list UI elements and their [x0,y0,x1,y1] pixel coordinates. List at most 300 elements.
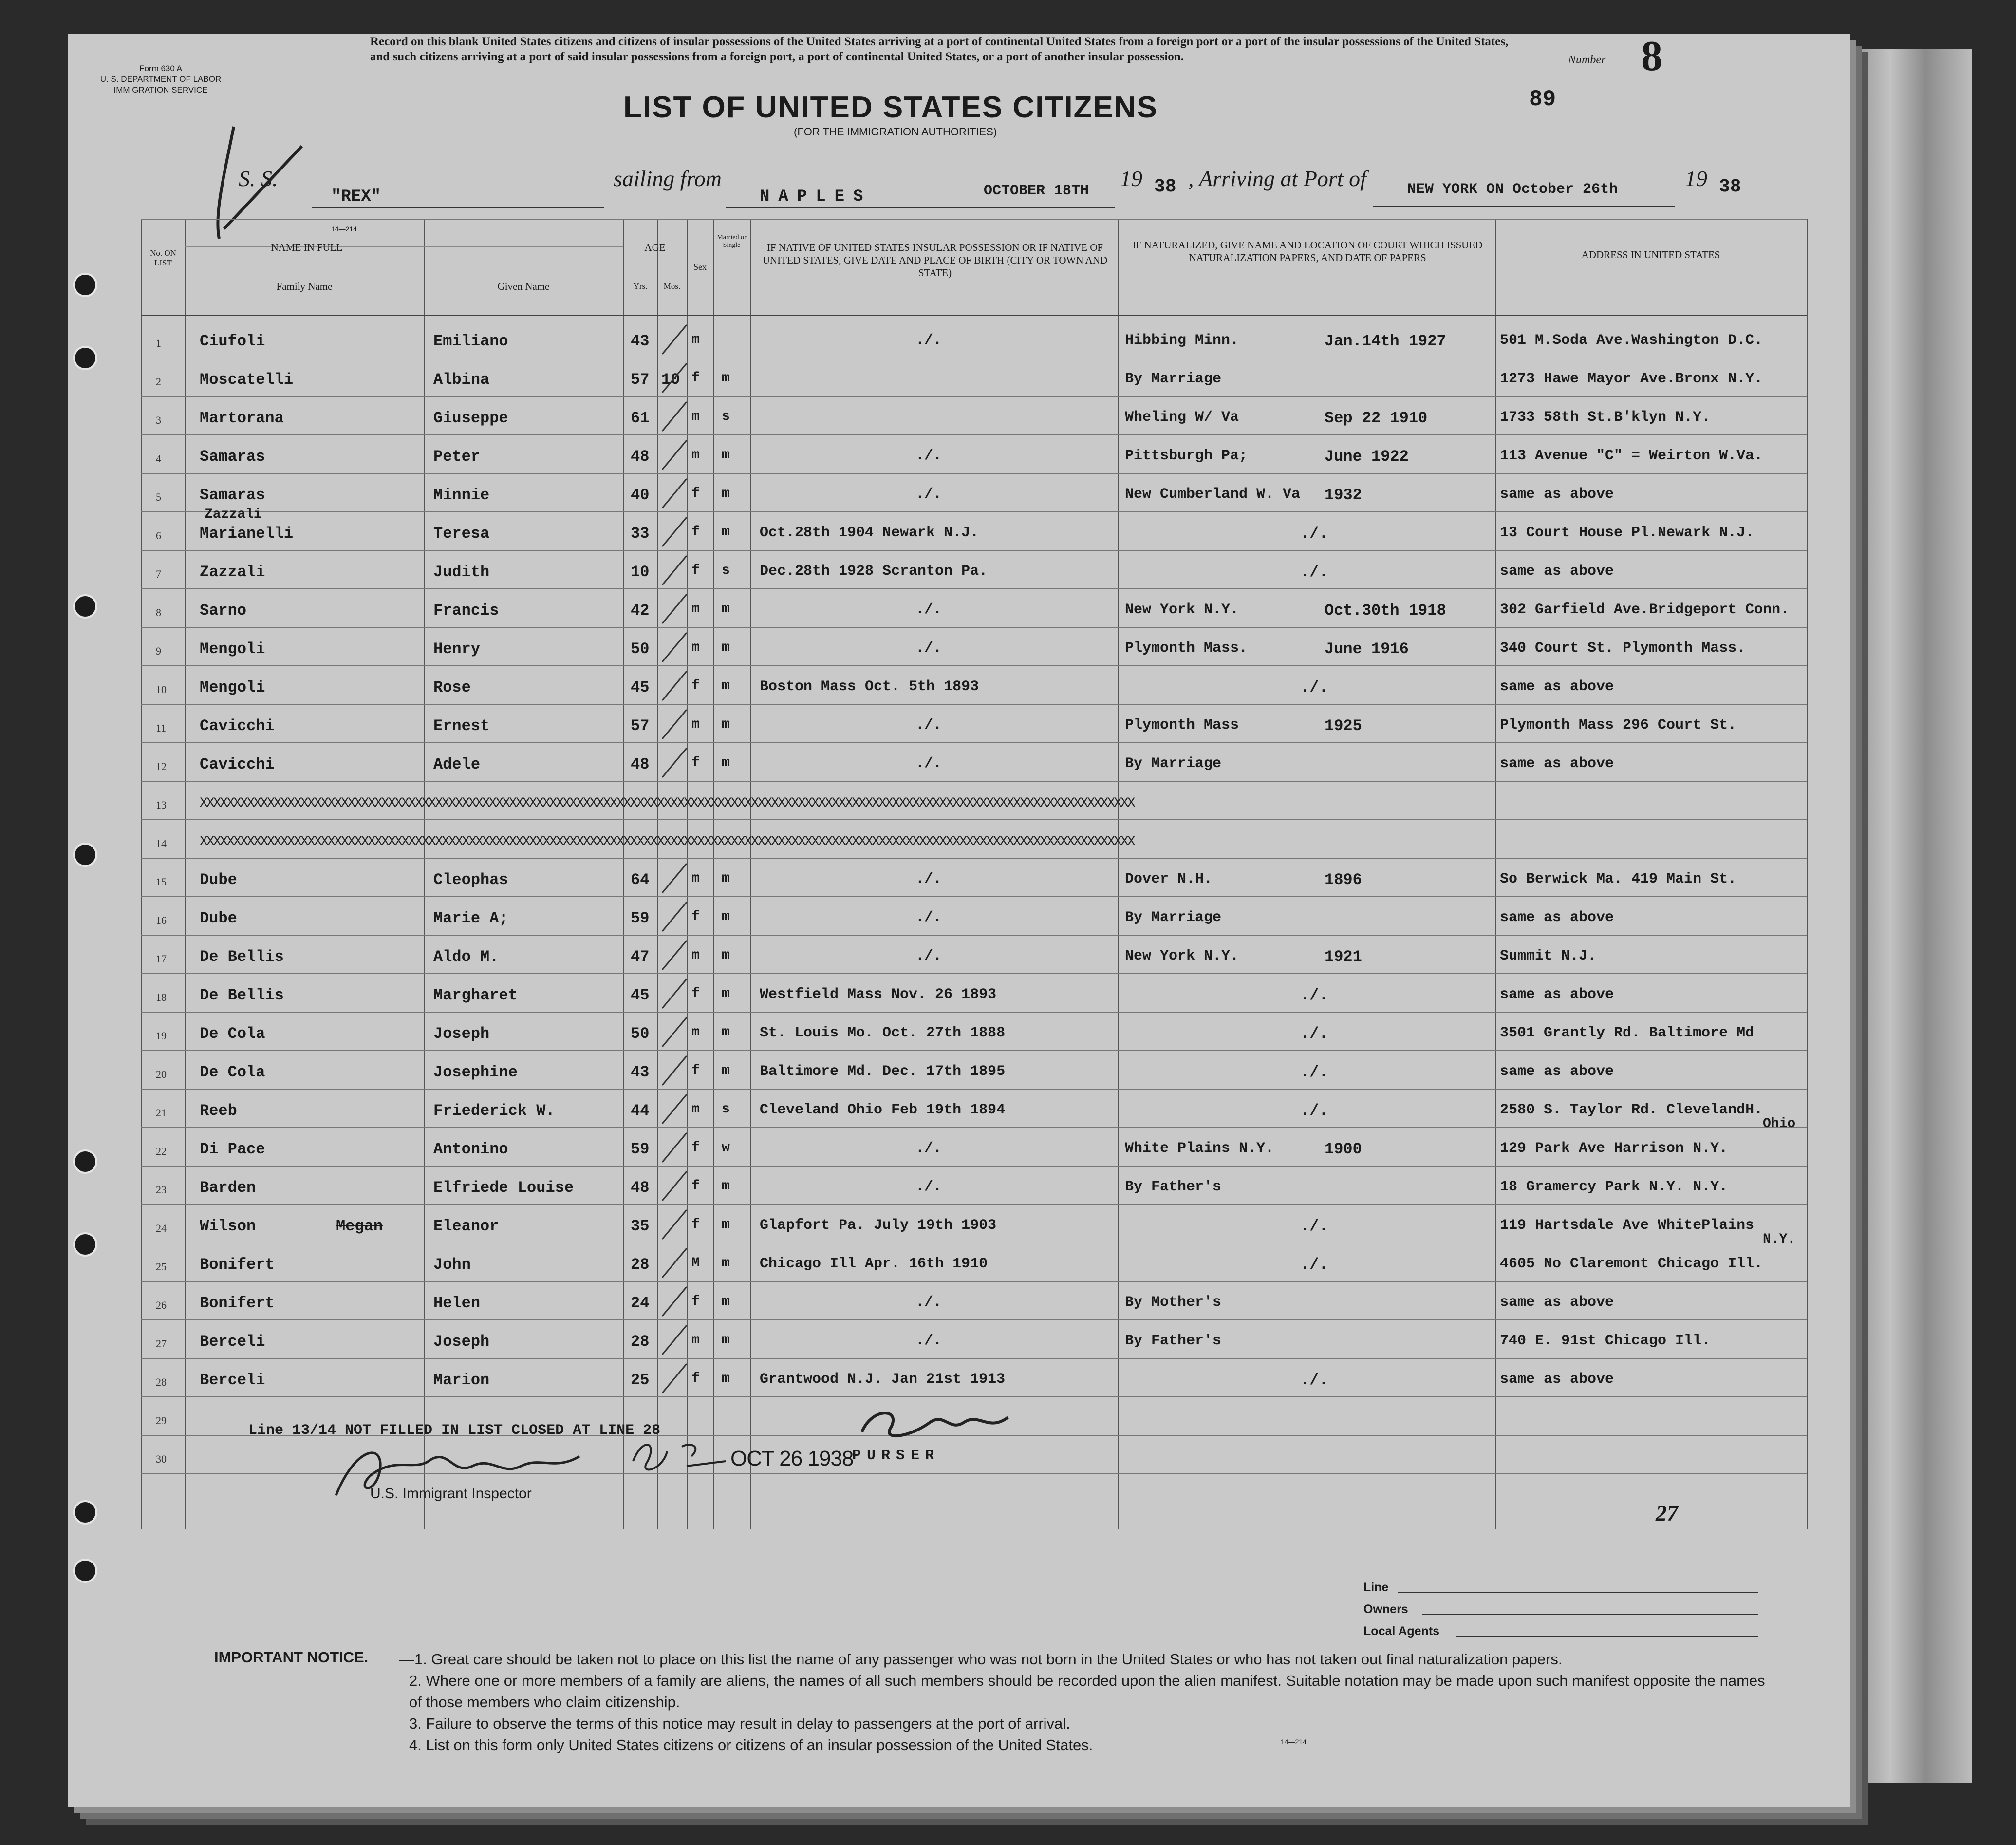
cell-native: ./. [915,755,942,772]
tick-mark [657,746,691,780]
cell-family: Sarno [200,602,247,620]
cell-nat-place: Dover N.H. [1125,871,1213,887]
cell-sex: m [691,448,700,463]
cell-yrs: 43 [631,1063,650,1081]
cell-family: Berceli [200,1333,265,1351]
cell-yrs: 42 [631,602,650,620]
crossed-out-line: XXXXXXXXXXXXXXXXXXXXXXXXXXXXXXXXXXXXXXXXXXXXXXXXXXXXXXXXXXXXXXXXXXXXXXXXXXXXXXXXXXXXXXXXXXXXXXXXXXXXXXXXXXXXXXXXXXXXXXXXXXXXXXXXXXXXXXXXXXX [200,834,1134,849]
row-rule [141,896,1807,897]
cell-family: De Bellis [200,986,284,1004]
row-number: 1 [156,337,161,349]
cell-ms: m [722,371,730,386]
cell-sex: m [691,1025,700,1040]
cell-given: Margharet [433,986,518,1004]
row-rule [141,511,1807,512]
row-number: 14 [156,837,167,849]
cell-native: ./. [915,602,942,618]
cell-nat-place: Wheling W/ Va [1125,409,1239,426]
footer-line-underline [1398,1592,1758,1593]
handwritten-time [628,1432,740,1476]
cell-address: 501 M.Soda Ave.Washington D.C. [1500,332,1763,349]
cell-mos: 10 [661,371,680,389]
date-stamp: OCT 26 1938 [730,1447,854,1470]
cell-given: Friederick W. [433,1102,555,1120]
cell-native: ./. [915,1333,942,1349]
row-number: 22 [156,1145,167,1157]
cell-sex: m [691,332,700,347]
header-family-name: Family Name [276,281,333,292]
cell-nat-mark: ./. [1300,1256,1328,1274]
cell-nat-date: 1921 [1325,948,1362,966]
print-code-bottom: 14—214 [1281,1738,1307,1746]
cell-ms: m [722,871,730,886]
cell-address: same as above [1500,1371,1614,1388]
cell-yrs: 57 [631,371,650,389]
row-number: 28 [156,1376,167,1388]
row-rule [141,396,1807,397]
cell-nat-place: By Father's [1125,1333,1222,1349]
cell-address-cont: Ohio [1763,1116,1796,1131]
tick-mark [657,707,691,741]
cell-yrs: 64 [631,871,650,889]
cell-nat-place: New York N.Y. [1125,602,1239,618]
row-number: 11 [156,722,167,734]
print-code-top: 14—214 [331,225,357,233]
cell-sex: m [691,602,700,617]
cell-family: Reeb [200,1102,237,1120]
row-number: 7 [156,568,161,580]
cell-nat-mark: ./. [1300,678,1328,697]
cell-address: same as above [1500,486,1614,503]
row-rule [141,1127,1807,1128]
cell-native: Chicago Ill Apr. 16th 1910 [760,1256,988,1272]
cell-nat-date: 1900 [1325,1140,1362,1158]
footer-agents-underline [1456,1636,1758,1637]
tick-mark [657,1284,691,1318]
cell-ms: m [722,1371,730,1386]
cell-address: same as above [1500,755,1614,772]
cell-given: Marie A; [433,909,508,927]
punch-hole [73,594,97,619]
row-number: 29 [156,1414,167,1427]
cell-address: 1273 Hawe Mayor Ave.Bronx N.Y. [1500,371,1763,387]
depart-year-prefix: 19 [1120,166,1142,191]
tick-mark [657,1054,691,1088]
tick-mark [657,938,691,972]
cell-nat-mark: ./. [1300,525,1328,543]
notice-item: —1. Great care should be taken not to place on this list the name of any passenger who was not born in the United States or who has not taken out final naturalization papers. [399,1651,1563,1668]
page-title: LIST OF UNITED STATES CITIZENS [623,91,1158,124]
cell-family: Samaras [200,486,265,504]
cell-nat-date: Oct.30th 1918 [1325,602,1446,620]
cell-address-cont: N.Y. [1763,1232,1796,1247]
punch-hole [73,1149,97,1174]
cell-sex: m [691,1102,700,1117]
cell-given: Emiliano [433,332,508,350]
cell-ms: m [722,1333,730,1348]
cell-family: Cavicchi [200,755,275,773]
cell-address: 302 Garfield Ave.Bridgeport Conn. [1500,602,1790,618]
cell-nat-mark: ./. [1300,1063,1328,1081]
cell-family: Marianelli [200,525,294,543]
cell-nat-date: Sep 22 1910 [1325,409,1428,427]
cell-given: Henry [433,640,481,658]
row-number: 20 [156,1068,167,1080]
cell-ms: m [722,986,730,1001]
cell-family: Berceli [200,1371,265,1389]
cell-family: De Bellis [200,948,284,966]
row-rule [141,627,1807,628]
page-number: 89 [1529,87,1556,112]
row-number: 10 [156,683,167,696]
row-number: 3 [156,414,161,426]
cell-address: 119 Hartsdale Ave WhitePlains [1500,1217,1755,1234]
cell-given: Albina [433,371,490,389]
cell-native: ./. [915,640,942,657]
depart-date: OCTOBER 18TH [984,183,1089,199]
row-number: 4 [156,452,161,465]
notice-item: 3. Failure to observe the terms of this notice may result in delay to passengers at the port of arrival. [409,1715,1070,1732]
punch-hole [73,1559,97,1583]
cell-nat-place: Plymonth Mass. [1125,640,1248,657]
cell-yrs: 50 [631,640,650,658]
tick-mark [657,630,691,664]
cell-given: Elfriede Louise [433,1179,574,1197]
row-number: 2 [156,376,161,388]
cell-ms: m [722,717,730,732]
col-border [623,219,624,1529]
row-number: 30 [156,1453,167,1465]
ship-name: "REX" [331,188,381,206]
row-rule [141,1281,1807,1282]
row-rule [141,1204,1807,1205]
row-rule [141,935,1807,936]
row-number: 5 [156,491,161,503]
cell-native: ./. [915,332,942,349]
cell-yrs: 57 [631,717,650,735]
cell-sex: f [691,371,700,386]
cell-given: Teresa [433,525,490,543]
cell-nat-date: 1932 [1325,486,1362,504]
row-rule [141,550,1807,551]
form-id-line: IMMIGRATION SERVICE [113,85,208,94]
depart-year: 38 [1154,176,1176,197]
row-number: 21 [156,1107,167,1119]
tick-mark [657,1169,691,1203]
cell-nat-place: By Marriage [1125,909,1222,926]
row-number: 27 [156,1337,167,1350]
cell-given: Minnie [433,486,490,504]
sailing-label: sailing from [614,166,722,191]
cell-family: Ciufoli [200,332,265,350]
cell-given: Eleanor [433,1217,499,1235]
cell-sex: m [691,717,700,732]
cell-family: Samaras [200,448,265,466]
cell-address: 340 Court St. Plymonth Mass. [1500,640,1746,657]
header-age: AGE [644,242,666,253]
important-notice-list [399,1649,1773,1756]
cell-native: Boston Mass Oct. 5th 1893 [760,678,979,695]
cell-nat-mark: ./. [1300,1217,1328,1235]
punch-hole [73,273,97,297]
form-id-line: U. S. DEPARTMENT OF LABOR [100,75,222,84]
cell-sex: f [691,1371,700,1386]
list-closed-note: Line 13/14 NOT FILLED IN LIST CLOSED AT LINE 28 [248,1422,661,1439]
cell-ms: s [722,563,730,578]
purser-label: PURSER [852,1448,940,1464]
cell-native: ./. [915,1179,942,1195]
row-number: 23 [156,1184,167,1196]
cell-nat-place: By Marriage [1125,755,1222,772]
cell-given: Judith [433,563,490,581]
cell-native: ./. [915,486,942,503]
cell-family: Bonifert [200,1294,275,1312]
row-rule [141,665,1807,666]
cell-ms: m [722,640,730,655]
row-number: 18 [156,991,167,1003]
tick-mark [657,515,691,549]
cell-nat-date: Jan.14th 1927 [1325,332,1446,350]
row-number: 8 [156,606,161,619]
cell-native: ./. [915,909,942,926]
cell-sex: f [691,1140,700,1155]
tick-mark [657,1092,691,1126]
cell-address: same as above [1500,563,1614,580]
cell-native: ./. [915,871,942,887]
row-rule [141,588,1807,589]
row-rule [141,704,1807,705]
col-border [750,219,751,1529]
cell-family-above: Zazzali [205,507,262,522]
inspector-signature [326,1437,599,1505]
cell-nat-date: 1896 [1325,871,1362,889]
notice-item: 2. Where one or more members of a family are aliens, the names of all such members should be recorded upon the alien manifest. Suitable notation may be made upon such manifest opposite the names of those members who claim citizenship. [409,1672,1765,1711]
cell-ms: s [722,409,730,424]
row-number: 17 [156,953,167,965]
cell-ms: m [722,1294,730,1309]
cell-sex: f [691,525,700,540]
cell-address: 129 Park Ave Harrison N.Y. [1500,1140,1728,1157]
cell-ms: m [722,755,730,771]
cell-yrs: 35 [631,1217,650,1235]
cell-ms: s [722,1102,730,1117]
cell-yrs: 33 [631,525,650,543]
tick-mark [657,438,691,472]
cell-sex: f [691,678,700,694]
cell-sex: m [691,640,700,655]
col-border [1118,219,1119,1529]
cell-nat-mark: ./. [1300,563,1328,581]
header-no-on-list: No. ON LIST [150,248,176,267]
cell-nat-mark: ./. [1300,1371,1328,1389]
cell-native: Dec.28th 1928 Scranton Pa. [760,563,988,580]
cell-sex: m [691,871,700,886]
cell-address: 1733 58th St.B'klyn N.Y. [1500,409,1711,426]
header-mos: Mos. [663,282,681,291]
cell-sex: M [691,1256,700,1271]
cell-address: 740 E. 91st Chicago Ill. [1500,1333,1711,1349]
cell-yrs: 47 [631,948,650,966]
cell-yrs: 24 [631,1294,650,1312]
number-label: Number [1568,54,1606,66]
punch-hole [73,346,97,370]
cell-nat-mark: ./. [1300,986,1328,1004]
punch-hole [73,1500,97,1525]
header-name-in-full: NAME IN FULL [271,242,343,253]
cell-sex: f [691,909,700,924]
ss-label: S. S. [239,166,278,191]
tick-mark [657,977,691,1011]
cell-sex: f [691,1179,700,1194]
punch-hole [73,1232,97,1257]
tick-mark [657,1207,691,1242]
cell-nat-place: By Marriage [1125,371,1222,387]
cell-given: Ernest [433,717,490,735]
cell-family: De Cola [200,1025,265,1043]
tick-mark [657,1361,691,1395]
crossed-out-line: XXXXXXXXXXXXXXXXXXXXXXXXXXXXXXXXXXXXXXXXXXXXXXXXXXXXXXXXXXXXXXXXXXXXXXXXXXXXXXXXXXXXXXXXXXXXXXXXXXXXXXXXXXXXXXXXXXXXXXXXXXXXXXXXXXXXXXXXXXX [200,796,1134,811]
cell-yrs: 48 [631,448,650,466]
col-border [424,219,425,1529]
cell-native: Cleveland Ohio Feb 19th 1894 [760,1102,1006,1118]
cell-sex: f [691,486,700,501]
header-married: Married or Single [717,234,747,249]
cell-nat-place: Plymonth Mass [1125,717,1239,734]
cell-yrs: 10 [631,563,650,581]
cell-given: Giuseppe [433,409,508,427]
cell-native: ./. [915,448,942,464]
cell-nat-date: 1925 [1325,717,1362,735]
important-notice-label: IMPORTANT NOTICE. [214,1649,369,1666]
cell-ms: m [722,1179,730,1194]
tick-mark [657,553,691,587]
cell-address: 113 Avenue "C" = Weirton W.Va. [1500,448,1763,464]
cell-native: Baltimore Md. Dec. 17th 1895 [760,1063,1006,1080]
row-number: 16 [156,914,167,926]
cell-nat-place: New York N.Y. [1125,948,1239,964]
cell-sex: m [691,948,700,963]
tick-mark [657,861,691,895]
cell-family: Bonifert [200,1256,275,1274]
cell-address: 4605 No Claremont Chicago Ill. [1500,1256,1763,1272]
cell-sex: f [691,755,700,771]
inspector-label: U.S. Immigrant Inspector [370,1486,532,1502]
cell-nat-place: Pittsburgh Pa; [1125,448,1248,464]
tick-mark [657,399,691,433]
cell-nat-place: Hibbing Minn. [1125,332,1239,349]
cell-ms: m [722,448,730,463]
cell-sex: m [691,1333,700,1348]
cell-yrs: 50 [631,1025,650,1043]
cell-given: Adele [433,755,481,773]
cell-family: De Cola [200,1063,265,1081]
manifest-table [141,219,1807,1529]
cell-yrs: 59 [631,909,650,927]
row-number: 25 [156,1261,167,1273]
row-number: 19 [156,1030,167,1042]
port-underline [726,207,1115,208]
row-border [141,219,1807,220]
footer-owners-label: Owners [1363,1602,1408,1616]
cell-address: same as above [1500,909,1614,926]
cell-given: Antonino [433,1140,508,1158]
cell-address: 3501 Grantly Rd. Baltimore Md [1500,1025,1755,1041]
cell-nat-mark: ./. [1300,1102,1328,1120]
cell-nat-mark: ./. [1300,1025,1328,1043]
cell-family: Mengoli [200,678,265,697]
cell-yrs: 28 [631,1256,650,1274]
row-rule [141,1050,1807,1051]
cell-family: Zazzali [200,563,265,581]
cell-address: same as above [1500,1063,1614,1080]
cell-ms: w [722,1140,730,1155]
cell-address: same as above [1500,1294,1614,1311]
tick-mark [657,900,691,934]
header-naturalized: IF NATURALIZED, GIVE NAME AND LOCATION OF COURT WHICH ISSUED NATURALIZATION PAPERS, AND DATE OF PAPERS [1132,239,1483,264]
col-border [1807,219,1808,1529]
cell-yrs: 59 [631,1140,650,1158]
cell-sex: f [691,1217,700,1232]
cell-ms: m [722,602,730,617]
cell-family: Mengoli [200,640,265,658]
cell-native: ./. [915,948,942,964]
row-number: 24 [156,1222,167,1234]
tick-mark [657,592,691,626]
cell-nat-date: June 1916 [1325,640,1409,658]
cell-address: Summit N.J. [1500,948,1597,964]
cell-yrs: 28 [631,1333,650,1351]
cell-native: Grantwood N.J. Jan 21st 1913 [760,1371,1006,1388]
cell-nat-place: New Cumberland W. Va [1125,486,1301,503]
cell-given: Joseph [433,1333,490,1351]
cell-given: Francis [433,602,499,620]
cell-given: Rose [433,678,471,697]
cell-address: Plymonth Mass 296 Court St. [1500,717,1737,734]
row-rule [141,434,1807,435]
cell-sex: f [691,986,700,1001]
tick-mark [657,1130,691,1165]
tick-mark [657,476,691,510]
cell-native: Oct.28th 1904 Newark N.J. [760,525,979,541]
cell-given: Peter [433,448,481,466]
row-number: 15 [156,876,167,888]
form-identifier [68,63,253,95]
cell-ms: m [722,678,730,694]
row-rule [141,1089,1807,1090]
cell-nat-place: By Mother's [1125,1294,1222,1311]
tick-mark [657,1323,691,1357]
port-to-underline [1373,206,1675,207]
col-border [713,219,714,1529]
cell-native: Westfield Mass Nov. 26 1893 [760,986,997,1003]
cell-native: Glapfort Pa. July 19th 1903 [760,1217,997,1234]
cell-sex: m [691,409,700,424]
cell-family: Martorana [200,409,284,427]
cell-yrs: 45 [631,678,650,697]
row-rule [141,973,1807,974]
header-address: ADDRESS IN UNITED STATES [1581,249,1720,261]
tick-mark [657,1246,691,1280]
cell-family: Dube [200,909,237,927]
cell-address: same as above [1500,678,1614,695]
cell-family: Moscatelli [200,371,294,389]
header-yrs: Yrs. [633,282,648,291]
list-number: 8 [1641,33,1662,80]
cell-yrs: 48 [631,1179,650,1197]
cell-ms: m [722,525,730,540]
tick-mark [657,361,691,395]
cell-family: Cavicchi [200,717,275,735]
